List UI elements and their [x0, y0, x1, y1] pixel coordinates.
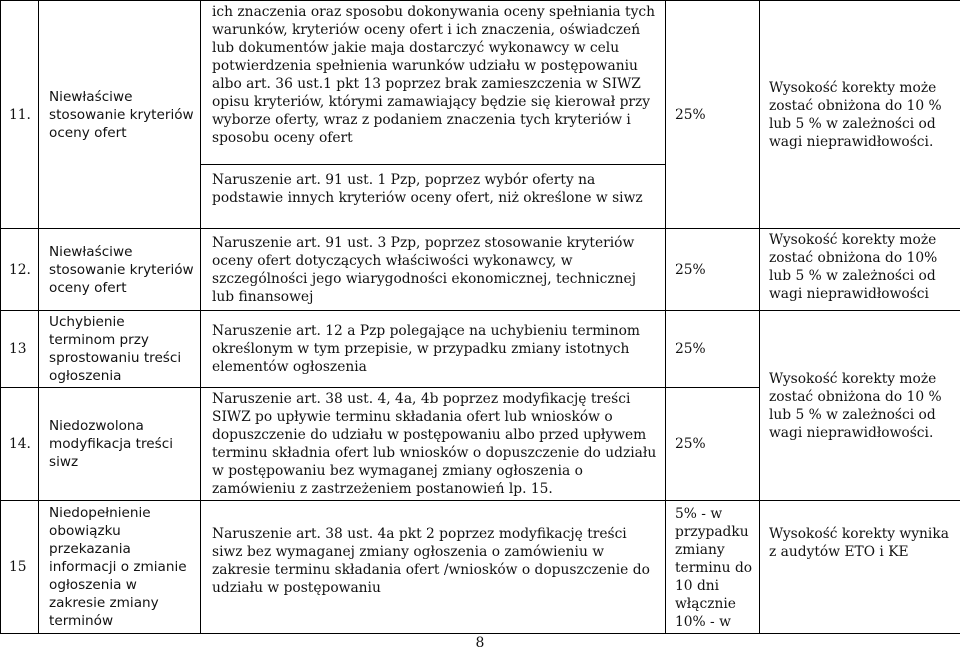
- violation-description: Naruszenie art. 91 ust. 1 Pzp, poprzez wybór oferty na podstawie innych kryteriów oceny ofert, niż określone w siwz: [201, 165, 666, 229]
- table-row-13: [1, 311, 960, 388]
- page-number: 8: [475, 635, 485, 651]
- correction-rate: 25%: [666, 388, 760, 501]
- correction-remark: Wysokość korekty może zostać obniżona do 10% lub 5 % w zależności od wagi nieprawidłowości: [760, 229, 960, 311]
- irregularity-name: Niewłaściwe stosowanie kryteriów oceny ofert: [39, 1, 201, 229]
- table-row-15: [1, 501, 960, 634]
- correction-remark: Wysokość korekty wynika z audytów ETO i KE: [760, 501, 960, 634]
- violation-description: Naruszenie art. 38 ust. 4a pkt 2 poprzez modyfikację treści siwz bez wymaganej zmiany ogłoszenia o zamówieniu w zakresie terminu składania ofert /wniosków o dopuszczenie do udziału w postępowaniu: [201, 501, 666, 634]
- irregularity-name: Niewłaściwe stosowanie kryteriów oceny ofert: [39, 229, 201, 311]
- correction-rate: 25%: [666, 229, 760, 311]
- correction-rate: 5% - w przypadku zmiany terminu do 10 dni włącznie 10% - w: [666, 501, 760, 634]
- row-number: 11.: [1, 1, 39, 229]
- row-number: 13: [1, 311, 39, 388]
- correction-rate: 25%: [666, 1, 760, 229]
- violation-description: Naruszenie art. 91 ust. 3 Pzp, poprzez stosowanie kryteriów oceny ofert dotyczących właściwości wykonawcy, w szczególności jego wiarygodności ekonomicznej, technicznej lub finansowej: [201, 229, 666, 311]
- table-row-11: [1, 1, 960, 165]
- violation-description: Naruszenie art. 12 a Pzp polegające na uchybieniu terminom określonym w tym przepisie, w przypadku zmiany istotnych elementów ogłoszenia: [201, 311, 666, 388]
- correction-remark: Wysokość korekty może zostać obniżona do 10 % lub 5 % w zależności od wagi nieprawidłowości.: [760, 311, 960, 501]
- correction-rate: 25%: [666, 311, 760, 388]
- row-number: 15: [1, 501, 39, 634]
- irregularity-name: Niedopełnienie obowiązku przekazania informacji o zmianie ogłoszenia w zakresie zmiany terminów: [39, 501, 201, 634]
- correction-remark: Wysokość korekty może zostać obniżona do 10 % lub 5 % w zależności od wagi nieprawidłowości.: [760, 1, 960, 229]
- row-number: 12.: [1, 229, 39, 311]
- irregularity-name: Niedozwolona modyfikacja treści siwz: [39, 388, 201, 501]
- violation-description: ich znaczenia oraz sposobu dokonywania oceny spełniania tych warunków, kryteriów oceny ofert i ich znaczenia, oświadczeń lub dokumentów jakie maja dostarczyć wykonawcy w celu potwierdzenia spełnienia warunków udziału w postępowaniu albo art. 36 ust.1 pkt 13 poprzez brak zamieszczenia w SIWZ opisu kryteriów, którymi zamawiający będzie się kierował przy wyborze oferty, wraz z podaniem znaczenia tych kryteriów i sposobu oceny ofert: [201, 1, 666, 165]
- row-number: 14.: [1, 388, 39, 501]
- table-row-12: [1, 229, 960, 311]
- irregularity-name: Uchybienie terminom przy sprostowaniu treści ogłoszenia: [39, 311, 201, 388]
- violation-description: Naruszenie art. 38 ust. 4, 4a, 4b poprzez modyfikację treści SIWZ po upływie terminu składania ofert lub wniosków o dopuszczenie do udziału w postępowaniu albo przed upływem terminu składnia ofert lub wniosków o dopuszczenie do udziału w postępowaniu bez wymaganej zmiany ogłoszenia o zamówieniu z zastrzeżeniem postanowień lp. 15.: [201, 388, 666, 501]
